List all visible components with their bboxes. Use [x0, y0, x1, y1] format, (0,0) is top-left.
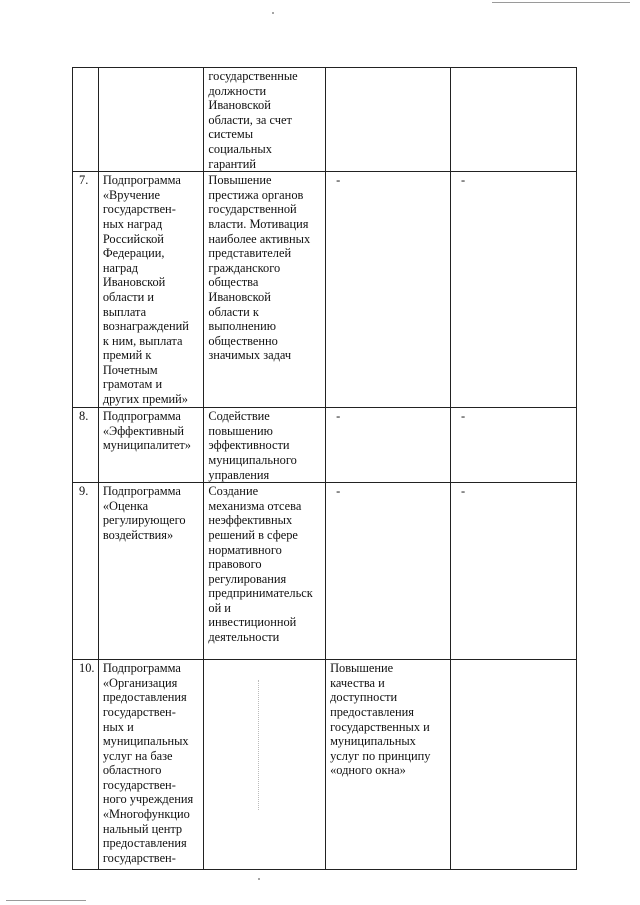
- cell-text-line: Повышение: [330, 661, 394, 676]
- cell-text-line: Федерации,: [102, 246, 165, 261]
- row-number-cell: [73, 660, 99, 870]
- table-row: [73, 660, 577, 870]
- cell-text-line: предпринимательск: [208, 586, 313, 601]
- cell-text-line: власти. Мотивация: [208, 216, 309, 231]
- cell-text-line: государственные: [208, 69, 298, 83]
- cell-text-line: Почетным: [102, 362, 158, 377]
- cell-text-line: к ним, выплата: [102, 333, 183, 348]
- cell-text-line: престижа органов: [208, 187, 304, 202]
- scan-speck: [272, 12, 274, 14]
- cell-text-line: должности: [208, 83, 267, 98]
- indicator-cell: [326, 172, 451, 408]
- row-number: 7.: [79, 173, 89, 188]
- indicator-cell: [326, 483, 451, 660]
- cell-text-line: других премий»: [102, 392, 189, 407]
- cell-text-line: государствен-: [102, 777, 176, 792]
- subprogram-cell: [98, 408, 204, 483]
- scan-artifact-top-right: [492, 2, 630, 3]
- goal-cell: [204, 172, 326, 408]
- subprogram-cell: [98, 660, 204, 870]
- cell-text-line: ных и: [102, 719, 134, 734]
- cell-text-line: «Вручение: [102, 187, 161, 202]
- cell-text-line: государственной: [208, 202, 297, 217]
- cell-text-line: Ивановской: [208, 289, 271, 304]
- cell-text-line: выполнению: [208, 319, 277, 334]
- extra-cell: [450, 483, 576, 660]
- cell-text-line: Российской: [102, 231, 164, 246]
- row-number: 9.: [79, 484, 89, 499]
- cell-text-line: нормативного: [208, 542, 282, 557]
- scan-faint-dots: [258, 680, 260, 810]
- table-row: [73, 408, 577, 483]
- dash-mark: -: [460, 484, 466, 499]
- cell-text-line: Ивановской: [102, 275, 166, 290]
- cell-text-line: ного учреждения: [102, 792, 194, 807]
- cell-text-line: регулирования: [208, 571, 287, 586]
- table-row: [73, 68, 577, 172]
- cell-text-line: общества: [208, 275, 259, 290]
- dash-mark: -: [460, 173, 466, 188]
- cell-text-line: Подпрограмма: [102, 484, 181, 499]
- cell-text-line: решений в сфере: [208, 527, 298, 542]
- goal-cell: [204, 408, 326, 483]
- cell-text-line: премий к: [102, 348, 152, 363]
- cell-text-line: ой и: [208, 600, 231, 615]
- subprogram-cell: [98, 68, 204, 172]
- cell-text-line: нальный центр: [102, 821, 183, 836]
- cell-text-line: муниципального: [208, 452, 297, 467]
- indicator-cell: [326, 408, 451, 483]
- cell-text-line: механизма отсева: [208, 498, 302, 513]
- cell-text-line: Подпрограмма: [102, 173, 181, 188]
- cell-text-line: области и: [102, 289, 154, 304]
- table-row: [73, 483, 577, 660]
- dash-mark: -: [336, 484, 341, 499]
- cell-text-line: «одного окна»: [330, 763, 406, 778]
- cell-text-line: регулирующего: [102, 513, 186, 528]
- cell-text-line: доступности: [330, 690, 398, 705]
- cell-text-line: Подпрограмма: [102, 409, 181, 424]
- cell-text-line: государствен-: [102, 850, 176, 865]
- cell-text-line: значимых задач: [208, 348, 292, 363]
- indicator-cell: [326, 660, 451, 870]
- cell-text-line: представителей: [208, 246, 292, 261]
- row-number-cell: [73, 172, 99, 408]
- cell-text-line: инвестиционной: [208, 615, 297, 630]
- cell-text-line: области к: [208, 304, 259, 319]
- cell-text-line: предоставления: [102, 690, 187, 705]
- cell-text-line: наиболее активных: [208, 231, 311, 246]
- subprogram-cell: [98, 172, 204, 408]
- cell-text-line: «Оценка: [102, 498, 149, 513]
- cell-text-line: общественно: [208, 333, 278, 348]
- row-number: 10.: [79, 661, 95, 676]
- cell-text-line: Повышение: [208, 173, 272, 188]
- cell-text-line: управления: [208, 467, 270, 482]
- cell-text-line: области, за счет: [208, 112, 292, 127]
- cell-text-line: Содействие: [208, 409, 270, 424]
- cell-text-line: муниципалитет»: [102, 438, 191, 453]
- cell-text-line: услуг на базе: [102, 748, 173, 763]
- cell-text-line: государственных и: [330, 719, 430, 734]
- extra-cell: [450, 660, 576, 870]
- row-number-cell: [73, 68, 99, 172]
- cell-text-line: социальных: [208, 141, 272, 156]
- cell-text-line: повышению: [208, 423, 273, 438]
- cell-text-line: Подпрограмма: [102, 661, 181, 676]
- cell-text-line: эффективности: [208, 438, 290, 453]
- dash-mark: -: [460, 409, 466, 424]
- goal-cell: [204, 483, 326, 660]
- cell-text-line: выплата: [102, 304, 147, 319]
- goal-cell: [204, 660, 326, 870]
- cell-text-line: правового: [208, 557, 262, 572]
- cell-text-line: предоставления: [330, 704, 414, 719]
- row-number-cell: [73, 483, 99, 660]
- cell-text-line: предоставления: [102, 836, 187, 851]
- cell-text-line: Создание: [208, 484, 259, 499]
- cell-text-line: Ивановской: [208, 98, 271, 113]
- cell-text-line: услуг по принципу: [330, 748, 431, 763]
- extra-cell: [450, 408, 576, 483]
- cell-text-line: муниципальных: [330, 734, 416, 749]
- cell-text-line: «Многофункцио: [102, 807, 190, 822]
- indicator-cell: [326, 68, 451, 172]
- dash-mark: -: [336, 409, 341, 424]
- dash-mark: -: [336, 173, 341, 188]
- cell-text-line: вознаграждений: [102, 319, 189, 334]
- cell-text-line: качества и: [330, 675, 385, 690]
- scan-artifact-bottom-left: [6, 900, 86, 901]
- cell-text-line: муниципальных: [102, 734, 189, 749]
- cell-text-line: гарантий: [208, 156, 256, 171]
- subprogram-cell: [98, 483, 204, 660]
- extra-cell: [450, 172, 576, 408]
- extra-cell: [450, 68, 576, 172]
- cell-text-line: системы: [208, 127, 254, 142]
- goal-cell: [204, 68, 326, 172]
- cell-text-line: воздействия»: [102, 527, 174, 542]
- cell-text-line: областного: [102, 763, 162, 778]
- cell-text-line: неэффективных: [208, 513, 293, 528]
- cell-text-line: грамотам и: [102, 377, 163, 392]
- cell-text-line: «Организация: [102, 675, 178, 690]
- row-number-cell: [73, 408, 99, 483]
- cell-text-line: «Эффективный: [102, 423, 185, 438]
- cell-text-line: наград: [102, 260, 139, 275]
- cell-text-line: гражданского: [208, 260, 281, 275]
- scan-speck: [258, 878, 260, 880]
- cell-text-line: ных наград: [102, 216, 163, 231]
- cell-text-line: деятельности: [208, 630, 280, 645]
- table-row: [73, 172, 577, 408]
- cell-text-line: государствен-: [102, 202, 176, 217]
- cell-text-line: государствен-: [102, 704, 176, 719]
- program-table: [72, 67, 577, 870]
- row-number: 8.: [79, 409, 89, 424]
